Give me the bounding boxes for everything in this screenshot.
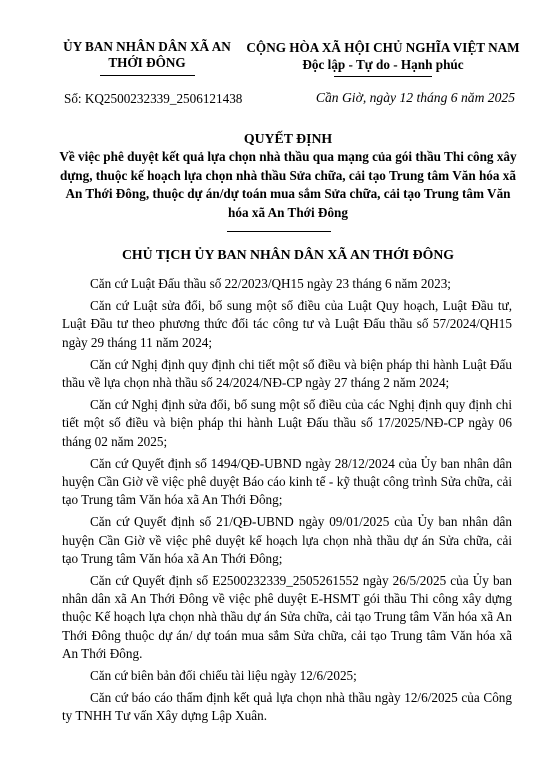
document-number: Số: KQ2500232339_2506121438 bbox=[64, 91, 243, 106]
legal-basis-paragraph: Căn cứ Luật Đấu thầu số 22/2023/QH15 ngày 23 tháng 6 năm 2023; bbox=[90, 276, 451, 291]
legal-basis-paragraph: Căn cứ Quyết định số E2500232339_2505261552 ngày 26/5/2025 của Ủy ban nhân dân xã An Thới Đông về việc phê duyệt E-HSMT gói thầu Thi công xây dựng thuộc Kế hoạch lựa chọn nhà thầu dự án Sửa chữa, cải tạo Trung tâm Văn hóa xã An Thới Đông thuộc dự án/ dự toán mua sắm Sửa chữa, cải tạo Trung tâm Văn hóa xã An Thới Đông. bbox=[62, 573, 512, 661]
legal-basis-paragraph: Căn cứ Luật sửa đổi, bổ sung một số điều của Luật Quy hoạch, Luật Đầu tư, Luật Đầu tư theo phương thức đối tác công tư và Luật Đấu thầu số 57/2024/QH15 ngày 29 tháng 11 năm 2024; bbox=[62, 298, 512, 350]
document-subject: Về việc phê duyệt kết quả lựa chọn nhà thầu qua mạng của gói thầu Thi công xây dựng, thuộc kế hoạch lựa chọn nhà thầu Sửa chữa, cải tạo Trung tâm Văn hóa xã An Thới Đông, thuộc dự án/dự toán mua sắm Sửa chữa, cải tạo Trung tâm Văn hóa xã An Thới Đông bbox=[59, 149, 517, 220]
issuing-authority: CHỦ TỊCH ỦY BAN NHÂN DÂN XÃ AN THỚI ĐÔNG bbox=[121, 247, 455, 262]
legal-basis-paragraph: Căn cứ Quyết định số 1494/QĐ-UBND ngày 28/12/2024 của Ủy ban nhân dân huyện Cần Giờ về việc phê duyệt Báo cáo kinh tế - kỹ thuật công trình Sửa chữa, cải tạo Trung tâm Văn hóa xã An Thới Đông; bbox=[62, 455, 512, 508]
issuing-agency bbox=[52, 39, 242, 76]
agency-name: ỦY BAN NHÂN DÂN XÃ AN THỚI ĐÔNG bbox=[63, 39, 231, 70]
document-title: QUYẾT ĐỊNH bbox=[243, 131, 333, 146]
legal-basis-paragraph: Căn cứ Nghị định quy định chi tiết một số điều và biện pháp thi hành Luật Đấu thầu về lựa chọn nhà thầu số 24/2024/NĐ-CP ngày 27 tháng 2 năm 2024; bbox=[62, 356, 512, 391]
legal-basis bbox=[62, 275, 512, 730]
legal-basis-paragraph: Căn cứ biên bản đối chiếu tài liệu ngày 12/6/2025; bbox=[90, 668, 357, 684]
legal-basis-paragraph: Căn cứ báo cáo thẩm định kết quả lựa chọn nhà thầu ngày 12/6/2025 của Công ty TNHH Tư vấn Xây dựng Lập Xuân. bbox=[62, 690, 512, 724]
agency-underline bbox=[100, 75, 195, 76]
national-motto: Độc lập - Tự do - Hạnh phúc bbox=[302, 57, 464, 72]
legal-basis-paragraph: Căn cứ Nghị định sửa đổi, bổ sung một số điều của các Nghị định quy định chi tiết một số điều và biện pháp thi hành Luật Đấu thầu số 17/2025/NĐ-CP ngày 06 tháng 02 năm 2025; bbox=[62, 397, 512, 449]
national-header bbox=[242, 39, 524, 77]
legal-basis-paragraph: Căn cứ Quyết định số 21/QĐ-UBND ngày 09/01/2025 của Ủy ban nhân dân huyện Cần Giờ về việc phê duyệt kế hoạch lựa chọn nhà thầu dự án Sửa chữa, cải tạo Trung tâm Văn hóa xã An Thới Đông; bbox=[62, 514, 512, 566]
subject-underline bbox=[227, 231, 331, 232]
motto-underline bbox=[334, 76, 432, 77]
country-name: CỘNG HÒA XÃ HỘI CHỦ NGHĨA VIỆT NAM bbox=[246, 40, 520, 55]
place-and-date: Cần Giờ, ngày 12 tháng 6 năm 2025 bbox=[315, 90, 515, 105]
